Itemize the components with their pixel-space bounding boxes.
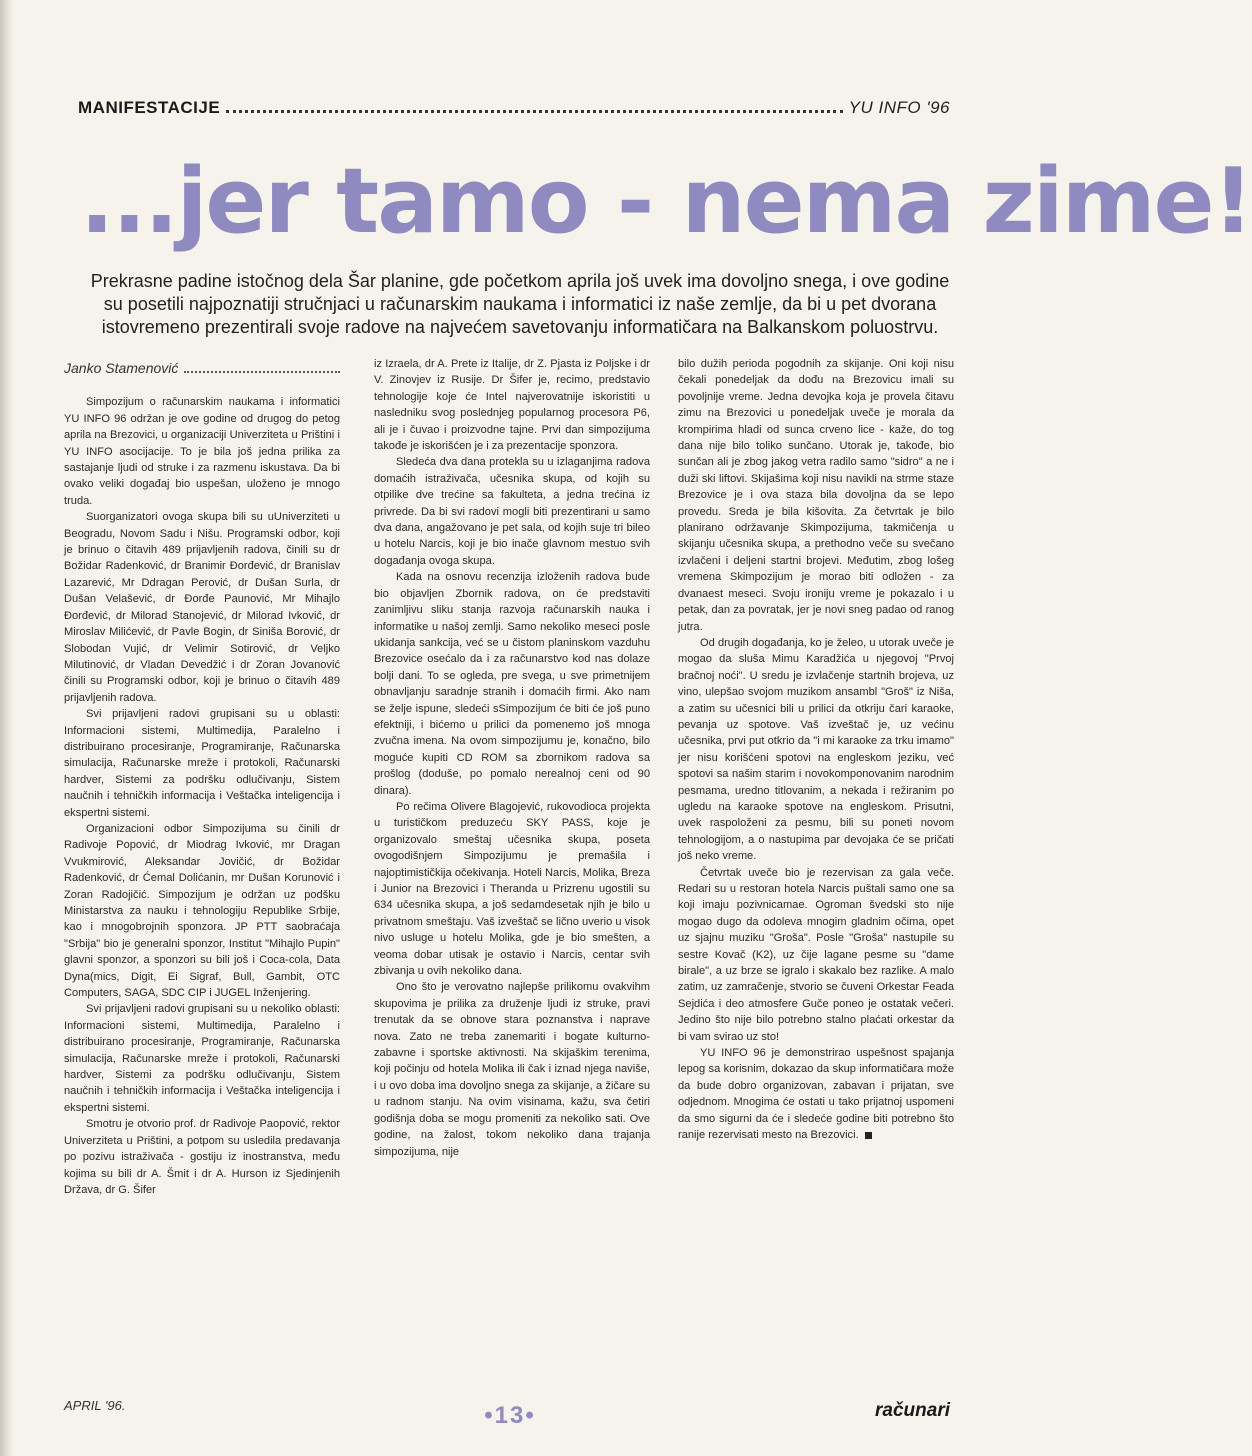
paragraph: Kada na osnovu recenzija izloženih radova bude bio objavljen Zbornik radova, on će predstaviti zanimljivu sliku stanja razvoja računarskih nauka i informatike u našoj zemlji. Samo nekoliko meseci posle ukidanja sankcija, već se u čistom planinskom vazduhu Brezovice osećalo da i za računarstvo kod nas dolaze bolji dani. To se ogleda, pre svega, u sve primetnijem obnavljanju saradnje stranih i domaćih firmi. Ako nam se želje ispune, sledeći sSimpozijum će biti će još puno efektniji, i bićemo u prilici da pomenemo još mnoga zvučna imena. Na ovom simpozijumu je, konačno, bilo moguće kupiti CD ROM sa zbornikom radova sa prošlog (doduše, po pomalo nerealnoj ceni od 90 dinara). [374, 571, 650, 797]
paragraph: Organizacioni odbor Simpozijuma su činili dr Radivoje Popović, dr Miodrag Ivković, mr Dragan Vvukmirović, Aleksandar Jovičić, dr Božidar Radenković, dr Ćemal Dolićanin, mr Dušan Korunović i Zoran Radojičić. Simpozijum je održan uz podšku Ministarstva za nauku i tehnologiju Republike Srbije, kao i mnogobrojnih sponzora. JP PTT saobraćaja "Srbija" bio je generalni sponzor, Institut "Mihajlo Pupin" glavni sponzor, a sponzori su bili još i Coca-cola, Data Dyna(mics, Digit, Ei Sigraf, Bull, Gambit, OTC Computers, SAGA, SDC CIP i JUGEL Inženjering. [64, 822, 340, 1000]
issue-label: YU INFO '96 [848, 98, 950, 117]
dot-leader [226, 96, 842, 113]
paragraph: Simpozijum o računarskim naukama i informatici YU INFO 96 održan je ove godine od drugog do petog aprila na Brezovici, u organizaciji Univerziteta u Prištini i YU INFO asocijacije. To je bila još jedna prilika za sastajanje ljudi od struke i za razmenu iskustava. Da bi ovako veliki događaj bio uspešan, uloženo je mnogo truda. [64, 396, 340, 507]
paragraph: Četvrtak uveče bio je rezervisan za gala veče. Redari su u restoran hotela Narcis puštali samo one sa koji imaju pozivnicamae. Ogroman švedski sto nije mogao dugo da odoleva mnogim gladnim očima, opet uz sjajnu muziku "Groša". Posle "Groša" nastupile su sestre Kovač (K2), uz čije lagane pesme su "dame birale", a uz brze se igralo i skakalo bez razlike. A malo zatim, uz zamračenje, stvorio se čuveni Orkestar Feada Sejdića i deo atmosfere Guče poneo je ostatak večeri. Jedino što nije bilo potrebno stalno plaćati orkestar da bi vam svirao uz sto! [678, 866, 954, 1043]
paragraph: Suorganizatori ovoga skupa bili su uUniverziteti u Beogradu, Novom Sadu i Nišu. Programski odbor, koji je brinuo o čitavih 489 prijavljenih radova, činili su dr Božidar Radenković, dr Branimir Đorđević, dr Branislav Lazarević, Mr Ddragan Perović, dr Dušan Surla, dr Dušan Velašević, dr Đorđe Paunović, Mr Mihajlo Đorđević, dr Milorad Stanojević, dr Milorad Ivković, dr Miroslav Milićević, dr Pavle Bogin, dr Siniša Borović, dr Slobodan Vujić, dr Velimir Sotirović, dr Veljko Milutinović, dr Vladan Devedžić i dr Zoran Jovanović činili su Programski odbor, koji je brinuo o čitavih 489 prijavljenih radova. [64, 511, 340, 704]
author-dot-leader [184, 361, 340, 373]
footer-date: APRIL '96. [64, 1398, 126, 1413]
paragraph: Svi prijavljeni radovi grupisani su u oblasti: Informacioni sistemi, Multimedija, Paralelno i distribuirano procesiranje, Programiranje, Računarska simulacija, Računarske mreže i protokoli, Računarski hardver, Sistemi za podršku odlučivanju, Sistem naučnih i tehničkih informacija i Veštačka inteligencija i ekspertni sistemi. [64, 708, 340, 819]
page-header [78, 96, 950, 124]
author-name: Janko Stamenović [64, 360, 179, 376]
paragraph: Od drugih događanja, ko je želeo, u utorak uveče je mogao da sluša Mimu Karadžića u njegovoj "Prvoj bračnoj noći". U sredu je izvlačenje startnih brojeva, uz vino, ulepšao svojom muzikom ansambl "Groš" iz Niša, a zatim su učesnici bili u prilici da otkriju čari karaoke, pevanja uz spotove. Vaš izveštač je, uz većinu učesnika, prvi put otkrio da "i mi karaoke za trku imamo" jer nisu korišćeni spotovi na engleskom jeziku, već spotovi sa našim starim i novokomponovanim narodnim pesmama, uredno titlovanim, a nekada i režiranim po ugledu na karaoke spotove na engleskom. Prisutni, uvek raspoloženi za pesmu, bili su poneti novom tehnologijom, a o nastupima par devojaka će se pričati još neko vreme. [678, 636, 954, 863]
paragraph [678, 1045, 954, 1143]
page-number: •13• [484, 1402, 536, 1429]
headline: ...jer tamo - nema zime! [80, 149, 1252, 254]
lead-paragraph: Prekrasne padine istočnog dela Šar planine, gde početkom aprila još uvek ima dovoljno snega, i ove godine su posetili najpoznatiji stručnjaci u računarskim naukama i informatici iz naše zemlje, da bi u pet dvorana istovremeno prezentirali svoje radove na najvećem savetovanju informatičara na Balkanskom poluostrvu. [90, 271, 950, 337]
paragraph: Smotru je otvorio prof. dr Radivoje Paopović, rektor Univerziteta u Prištini, a potpom su usledila predavanja po pozivu istraživača - gostiju iz inostranstva, među kojima su bili dr A. Šmit i dr A. Hurson iz Sjedinjenih Država, dr G. Šifer [64, 1118, 340, 1196]
magazine-name: računari [875, 1400, 950, 1421]
paragraph-text: YU INFO 96 je demonstrirao uspešnost spajanja lepog sa korisnim, dokazao da skup informatičara može da bude dobro organizovan, zabavan i prijatan, sve odjednom. Mnogima će ostati u tako prijatnoj uspomeni da smo sigurni da će i sledeće godine biti potrebno što ranije rezervisati mesto na Brezovici. [678, 1047, 954, 1142]
end-of-article-mark [865, 1132, 872, 1139]
paragraph: Ono što je verovatno najlepše prilikomu ovakvihm skupovima je prilika za druženje ljudi iz struke, pravi trenutak da se obnove stara poznanstva i naprave nova. Zato ne treba zanemariti i bogate kulturno-zabavne i sportske aktivnosti. Na skijaškim terenima, koji počinju od hotela Molika ili čak i iznad njega naviše, i u ovo doba ima dovoljno snega za skijanje, a žičare su u radnom stanju. Na ovim visinama, kažu, sva četiri godišnja doba se mogu promeniti za nekoliko sati. Ove godine, na žalost, tokom nekoliko dana trajanja simpozijuma, nije [374, 981, 650, 1158]
paragraph: Sledeća dva dana protekla su u izlaganjima radova domaćih istraživača, učesnika skupa, od kojih su otpilike dve trećine sa fakulteta, a jedna trećina iz privrede. Da bi svi radovi mogli biti prezentirani u samo dva dana, angažovano je pet sala, od kojih suje tri bileo u hotelu Narcis, koji je bio inače glavnom mestuo svih događanja ovoga skupa. [374, 456, 650, 567]
article-body [64, 356, 964, 1371]
paragraph: Po rečima Olivere Blagojević, rukovodioca projekta u turističkom preduzeću SKY PASS, koje je organizovalo smeštaj učesnika skupa, posetа ovogodišnjem Simpozijumu je premašila i najoptimističkija očekivanja. Hoteli Narcis, Molika, Breza i Junior na Brezovici i Theranda u Prizrenu ugostili su 634 učesnika skupa, a još sedamdesetak njih je bilo u privatnom smeštaju. Vaš izveštač se lično uverio u visok nivo usluge u hotelu Molika, gde je bio smešten, a veoma dobar utisak je ostavio i Narcis, centar svih zbivanja u ovih nekoliko dana. [374, 800, 650, 978]
column-3 [678, 356, 954, 1371]
column-1 [64, 356, 340, 1371]
paragraph: bilo dužih perioda pogodnih za skijanje. Oni koji nisu čekali ponedeljak da dođu na Brezovicu imali su povoljnije vreme. Jedna devojka koja je provela čitavu zimu na Brezovici u ponedeljak uveče je morala da krompirima hladi od sunca crveno lice - kaže, do tog dana nije bilo toliko sunčano. Utorak je, takođe, bio sunčan ali je zbog jakog vetra radilo samo "sidro" a ne i duži ski liftovi. Skijašima koji nisu navikli na strme staze Brezovice je i ova staza bila dovoljna da se lepo provedu. Sreda je bila kišovita. Za četvrtak je bilo planirano održavanje Skimpozijuma, takmičenja u skijanju učesnika skupa, a prethodno veče su svečano izvlačeni i deljeni startni brojevi. Međutim, zbog lošeg vremena Skimpozijum je morao biti odložen - za dvanaest meseci. Svoju ironiju vreme je pokazalo i u petak, dan za povratak, jer je novi sneg padao od ranog jutra. [678, 358, 954, 633]
paragraph: iz Izraela, dr A. Prete iz Italije, dr Z. Pjasta iz Poljske i dr V. Zinovjev iz Rusije. Dr Šifer je, recimo, predstavio tehnologije koje će Intel najverovatnije iskoristiti u nasledniku svog poslednjeg popularnog procesora P6, ali je i čuvao i proizvodne tajne. Prvi dan simpozijuma takođe je iskorišćen je i za prezentacije sponzora. [374, 358, 650, 453]
paragraph: Svi prijavljeni radovi grupisani su u nekoliko oblasti: Informacioni sistemi, Multimedija, Paralelno i distribuirano procesiranje, Programiranje, Računarska simulacija, Računarske mreže i protokoli, Računarski hardver, Sistemi za podršku odlučivanju, Sistem naučnih i tehničkih informacija i Veštačka inteligencija i ekspertni sistemi. [64, 1003, 340, 1114]
author-byline [64, 360, 340, 376]
page-edge-shadow [0, 0, 14, 1456]
section-label: MANIFESTACIJE [78, 98, 221, 117]
column-2 [374, 356, 650, 1371]
